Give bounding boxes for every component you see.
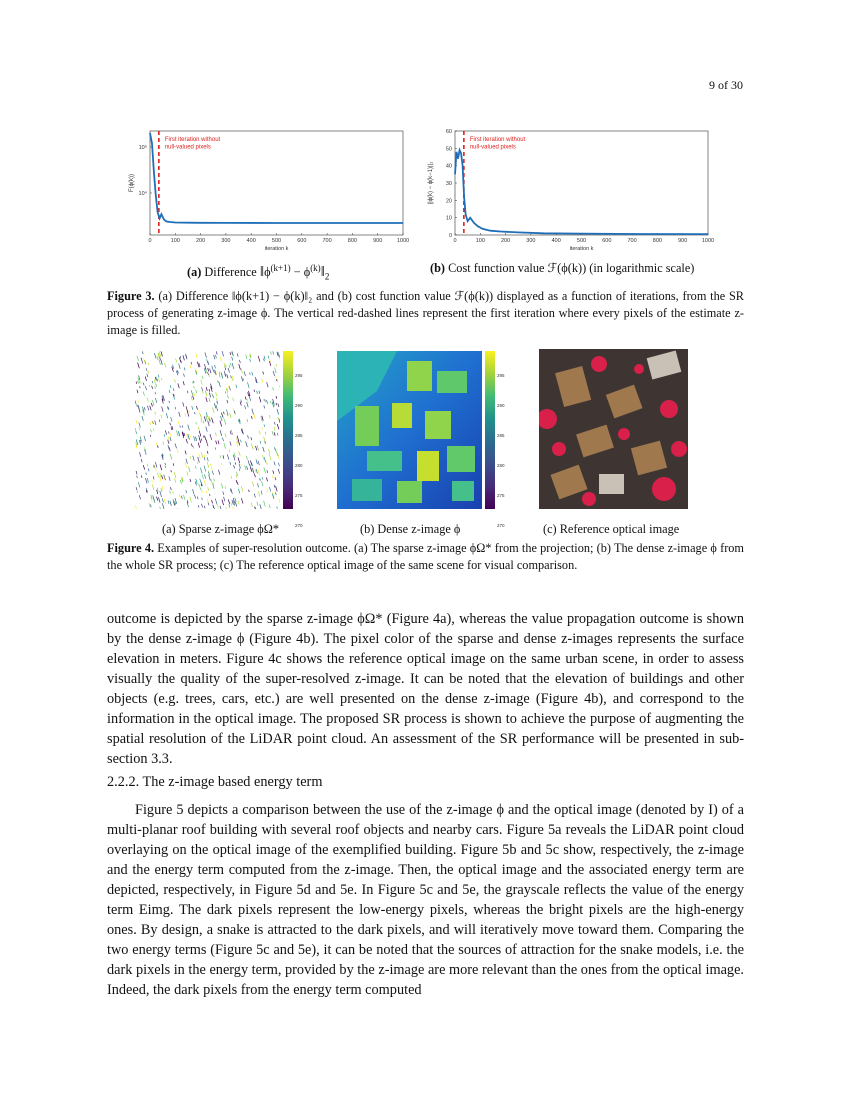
x-axis-label: iteration k (569, 246, 594, 250)
reference-optical-image (539, 349, 688, 509)
x-tick-label: 0 (148, 238, 152, 244)
figure4-subcaption-a: (a) Sparse z-image ϕΩ* (162, 522, 280, 536)
y-tick-label: 10⁴ (138, 191, 147, 197)
y-tick-label: 40 (445, 163, 452, 170)
colorbar-a-ticks: 295 290 285 280 275 270 (295, 373, 303, 528)
x-tick-label: 200 (196, 238, 206, 244)
y-tick-label: 10⁵ (138, 145, 147, 151)
x-axis-label: iteration k (264, 246, 289, 250)
x-tick-label: 800 (347, 238, 357, 244)
figure4-subcaption-b: (b) Dense z-image ϕ (360, 522, 461, 536)
y-axis-label: ||ϕ(k) − ϕ(k−1)||₂ (428, 161, 434, 205)
figure3-caption: Figure 3. (a) Difference ‖ϕ(k+1) − ϕ(k)‖₂ and (b) cost function value ℱ(ϕ(k)) displayed as a function of iterations, from the SR process of generating z-image ϕ. The vertical red-dashed lines represent the first iteration where every pixels of the estimate z-image is filled. (107, 289, 744, 337)
annotation-text: First iteration without (164, 137, 221, 143)
x-tick-label: 900 (373, 238, 383, 244)
x-tick-label: 600 (602, 238, 612, 244)
x-tick-label: 1000 (396, 238, 410, 244)
paragraph-sr-outcome: outcome is depicted by the sparse z-image ϕΩ* (Figure 4a), whereas the value propagation outcome is shown by the dense z-image ϕ (Figure 4b). The pixel color of the sparse and dense z-images represents the surface elevation in meters. Figure 4c shows the reference optical image on the same urban scene, in order to assess visually the quality of the super-resolved z-image. It can be noted that the elevation of buildings and other objects (e.g. trees, cars, etc.) are well presented on the dense z-image (Figure 4b), and correspond to the information in the optical image. The proposed SR process is shown to achieve the purpose of augmenting the spatial resolution of the LiDAR point cloud. An assessment of the SR performance will be presented in sub-section 3.3. (107, 611, 744, 767)
x-tick-label: 200 (501, 238, 511, 244)
y-tick-label: 50 (445, 146, 452, 153)
y-tick-label: 0 (448, 233, 452, 239)
section-heading: 2.2.2. The z-image based energy term (107, 774, 323, 790)
dense-z-image (337, 351, 482, 509)
figure3b-chart (420, 128, 720, 250)
figure3-subcaption-a: (a) Difference $‖\phi^{(k+1)}$ − $\phi^{(k)}‖_2$ (187, 263, 330, 282)
paragraph-energy-term: Figure 5 depicts a comparison between the use of the z-image ϕ and the optical image (denoted by I) of a multi-planar roof building with several roof objects and nearby cars. Figure 5a reveals the LiDAR point cloud overlaying on the optical image of the exemplified building. Figure 5b and 5c show, respectively, the z-image and the energy term computed from the z-image. Then, the optical image and the associated energy term are depicted, respectively, in Figure 5d and 5e. In Figure 5c and 5e, the grayscale reflects the value of the energy term Eimg. The dark pixels represent the low-energy pixels, whereas the bright pixels are the high-energy ones. By design, a snake is attracted to the dark pixels, and will iteratively move toward them. Comparing the two energy terms (Figure 5c and 5e), it can be noted that the sources of attraction for the snake models, i.e. the dark pixels in the energy term, provided by the z-image are more relevant than the ones from the optical image. Indeed, the dark pixels from the energy term computed (107, 802, 744, 998)
x-tick-label: 500 (271, 238, 282, 244)
x-tick-label: 500 (576, 238, 587, 244)
x-tick-label: 700 (322, 238, 332, 244)
page-number: 9 of 30 (709, 78, 743, 92)
x-tick-label: 300 (526, 238, 536, 244)
x-tick-label: 100 (475, 238, 485, 244)
x-tick-label: 900 (678, 238, 688, 244)
figure4-caption: Figure 4. Examples of super-resolution outcome. (a) The sparse z-image ϕΩ* from the projection; (b) The dense z-image ϕ from the whole SR process; (c) The reference optical image of the same scene for visual comparison. (107, 541, 744, 572)
x-tick-label: 100 (170, 238, 180, 244)
y-tick-label: 30 (445, 181, 452, 187)
y-axis-label: F(ϕ(k)) (129, 173, 135, 193)
colorbar-b-ticks: 295 290 285 280 275 270 (497, 373, 505, 528)
x-tick-label: 400 (551, 238, 561, 244)
figure4-subcaption-c: (c) Reference optical image (543, 522, 680, 536)
y-tick-label: 10 (445, 215, 452, 222)
x-tick-label: 700 (627, 238, 637, 244)
x-tick-label: 0 (453, 238, 457, 244)
annotation-text: null-valued pixels (164, 144, 211, 151)
figure3a-chart (125, 128, 415, 250)
figure3-subcaption-b: (b) Cost function value ℱ(ϕ(k)) (in logarithmic scale) (430, 261, 695, 275)
x-tick-label: 300 (221, 238, 231, 244)
colorbar-a (283, 351, 293, 509)
sparse-z-image (135, 351, 280, 509)
x-tick-label: 1000 (701, 238, 715, 244)
y-tick-label: 60 (445, 129, 452, 135)
x-tick-label: 800 (652, 238, 662, 244)
colorbar-b (485, 351, 495, 509)
annotation-text: First iteration without (469, 137, 526, 143)
x-tick-label: 600 (297, 238, 307, 244)
annotation-text: null-valued pixels (469, 144, 516, 151)
x-tick-label: 400 (246, 238, 256, 244)
y-tick-label: 20 (445, 198, 452, 205)
